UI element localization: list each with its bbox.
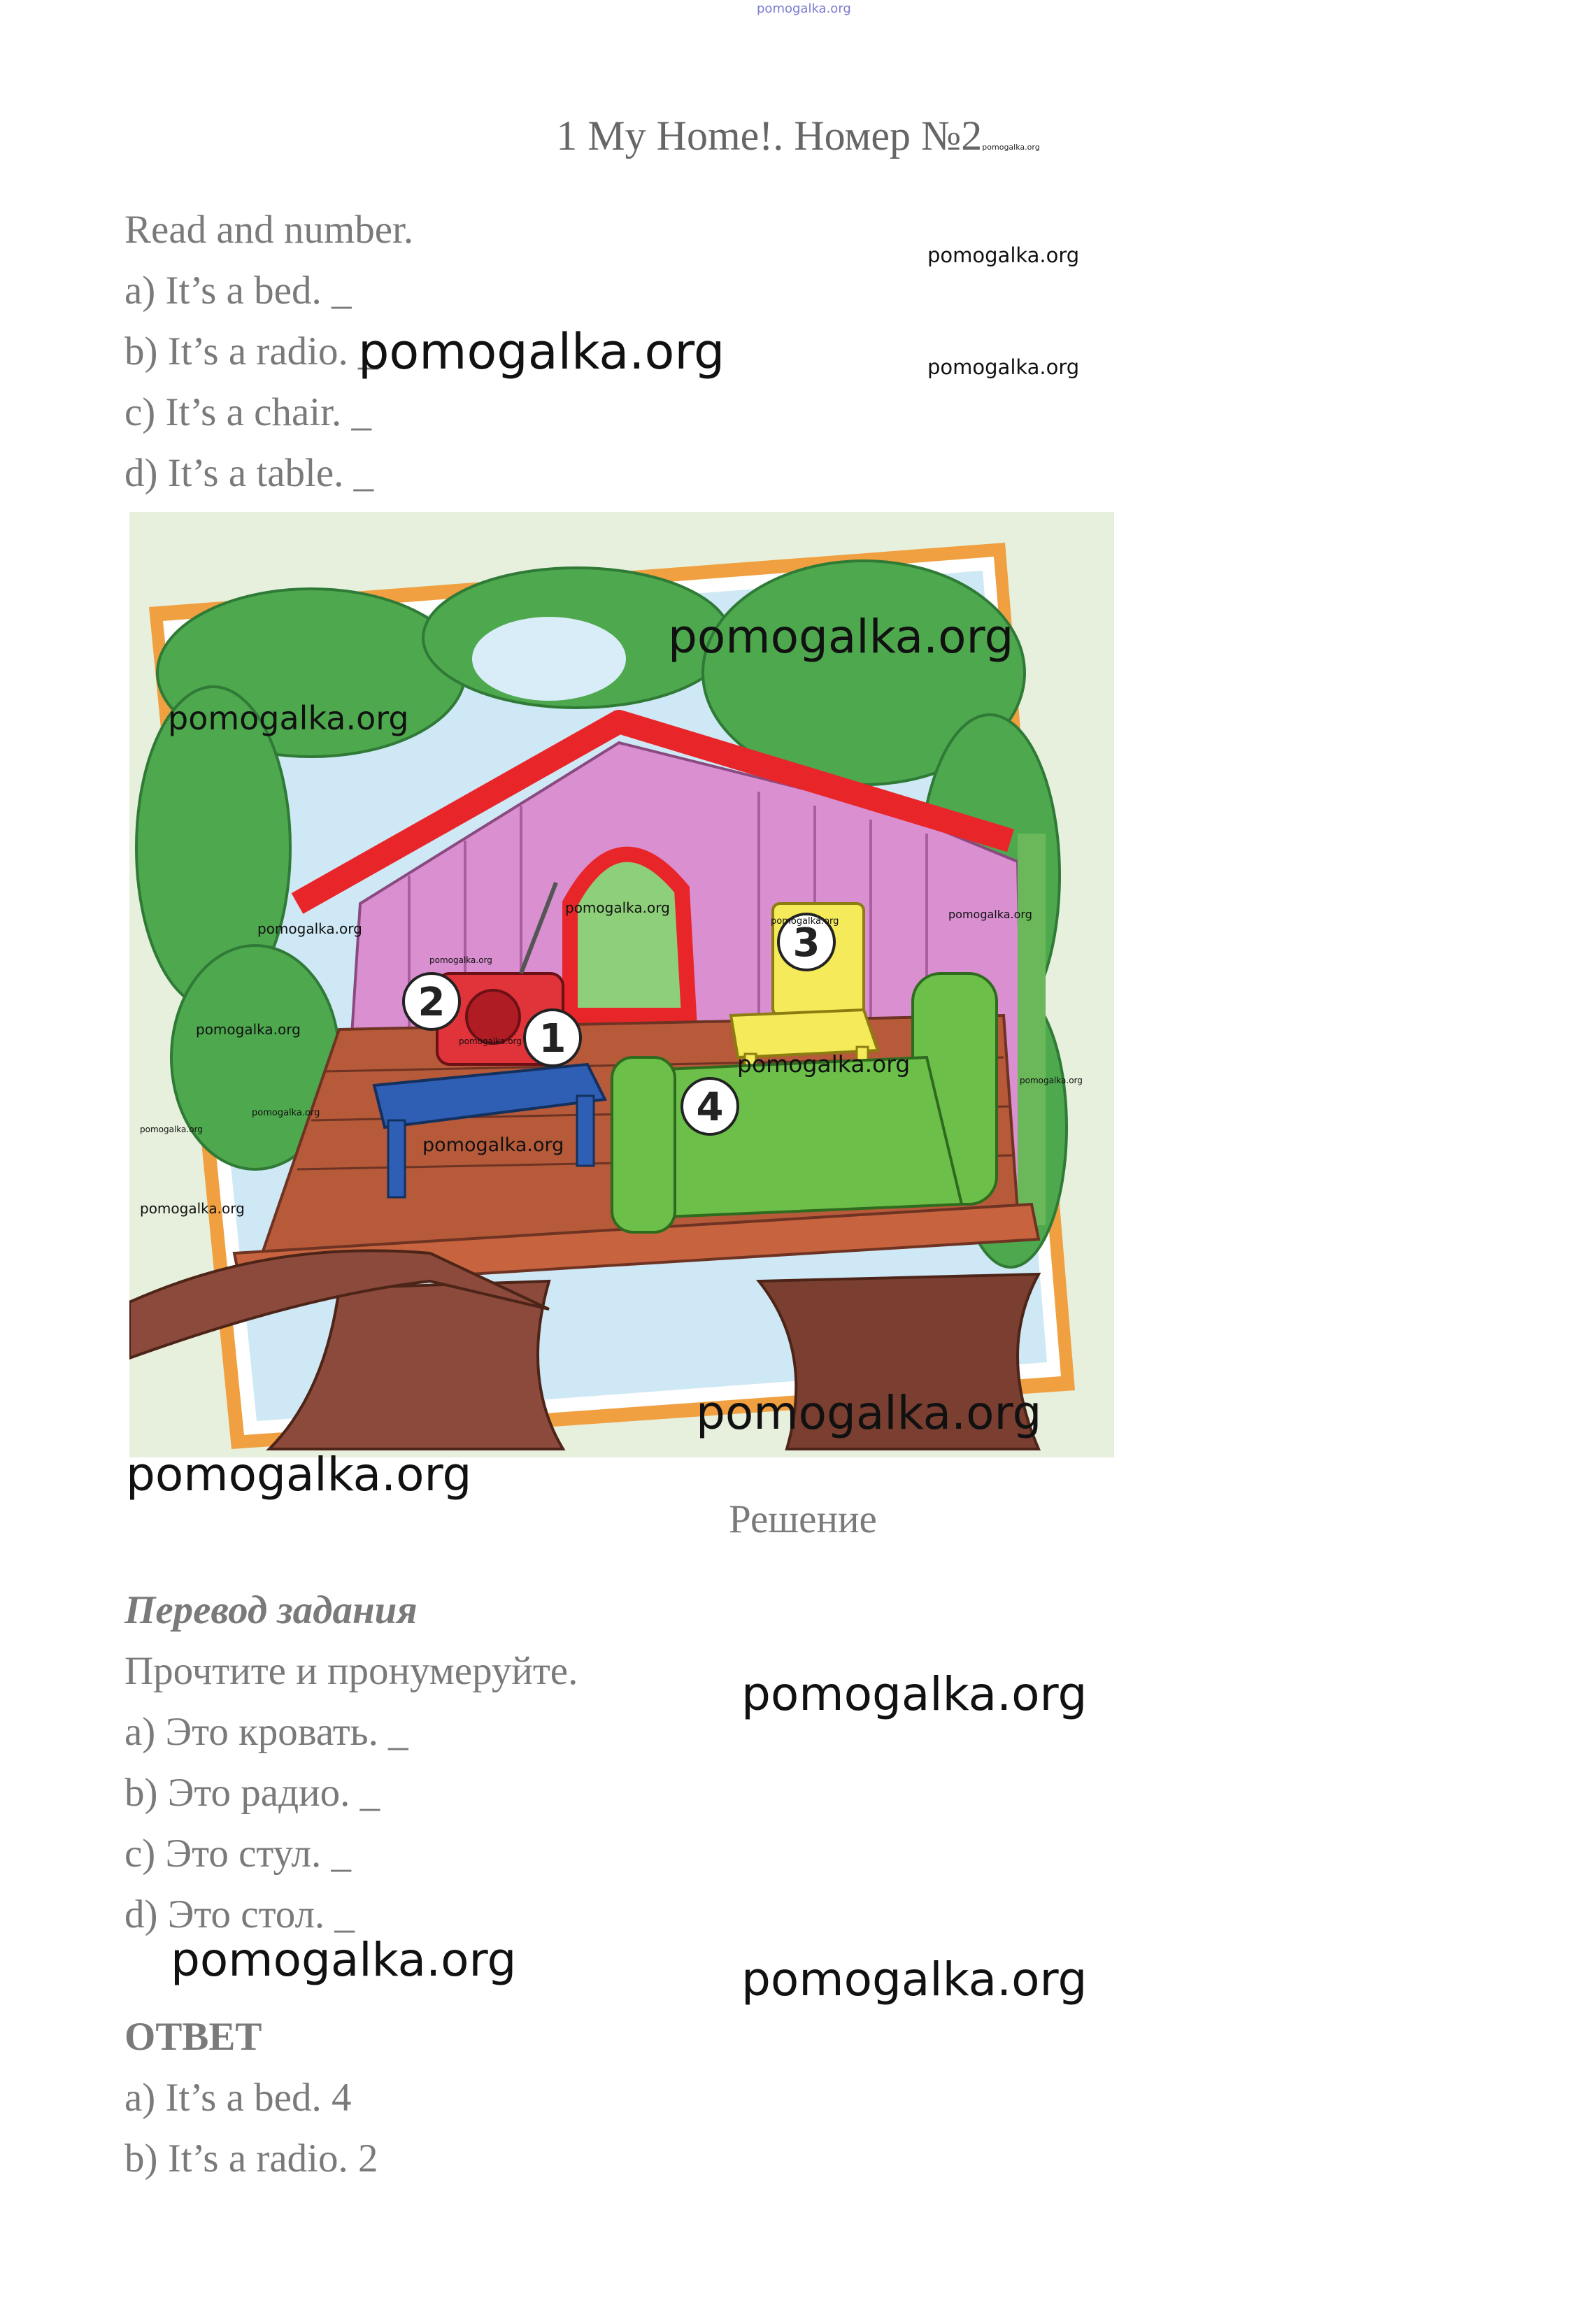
translation-instruction: Прочтите и пронумеруйте. [124,1649,578,1693]
number-badge-2 [404,973,459,1029]
number-2-text: 2 [418,980,446,1025]
translation-item-a: a) Это кровать. _ [124,1710,408,1754]
watermark: pomogalka.org [927,355,1080,379]
watermark: pomogalka.org [257,920,362,937]
number-badge-4 [682,1078,738,1134]
page-title-text: 1 My Home!. Номер №2 [556,113,983,159]
watermark: pomogalka.org [668,610,1014,664]
translation-item-c: c) Это стул. _ [124,1832,351,1876]
title-small-watermark: pomogalka.org [982,143,1040,152]
watermark: pomogalka.org [737,1050,911,1078]
watermark: pomogalka.org [1020,1076,1083,1085]
number-badge-1 [525,1010,580,1066]
number-1-text: 1 [539,1016,567,1062]
watermark: pomogalka.org [171,1933,517,1987]
task-item-a: a) It’s a bed. _ [124,269,352,313]
watermark: pomogalka.org [948,908,1032,921]
watermark: pomogalka.org [696,1386,1042,1440]
number-4-text: 4 [696,1085,724,1130]
watermark: pomogalka.org [140,1125,203,1134]
translation-heading: Перевод задания [124,1588,418,1632]
task-item-b: b) It’s a radio. _ [124,329,378,373]
watermark: pomogalka.org [252,1108,320,1118]
watermark: pomogalka.org [927,243,1080,267]
answer-item-b: b) It’s a radio. 2 [124,2136,378,2181]
watermark: pomogalka.org [459,1036,522,1046]
page-title [0,112,1596,160]
task-instruction: Read and number. [124,208,414,252]
watermark: pomogalka.org [126,1448,472,1501]
watermark: pomogalka.org [358,323,725,380]
solution-label: Решение [729,1497,877,1541]
watermark: pomogalka.org [168,699,409,737]
translation-item-b: b) Это радио. _ [124,1771,380,1815]
watermark: pomogalka.org [741,1953,1088,2006]
watermark: pomogalka.org [196,1021,301,1038]
number-3-text: 3 [792,920,820,966]
watermark: pomogalka.org [565,899,670,916]
watermark: pomogalka.org [422,1134,564,1156]
task-item-d: d) It’s a table. _ [124,451,374,495]
watermark: pomogalka.org [741,1667,1088,1721]
watermark: pomogalka.org [771,916,839,927]
answer-item-a: a) It’s a bed. 4 [124,2076,352,2120]
watermark: pomogalka.org [429,955,492,965]
answer-heading: ОТВЕТ [124,2015,262,2059]
task-item-c: c) It’s a chair. _ [124,390,371,434]
translation-item-d: d) Это стол. _ [124,1892,355,1936]
watermark: pomogalka.org [140,1200,245,1217]
header-watermark: pomogalka.org [757,1,851,16]
